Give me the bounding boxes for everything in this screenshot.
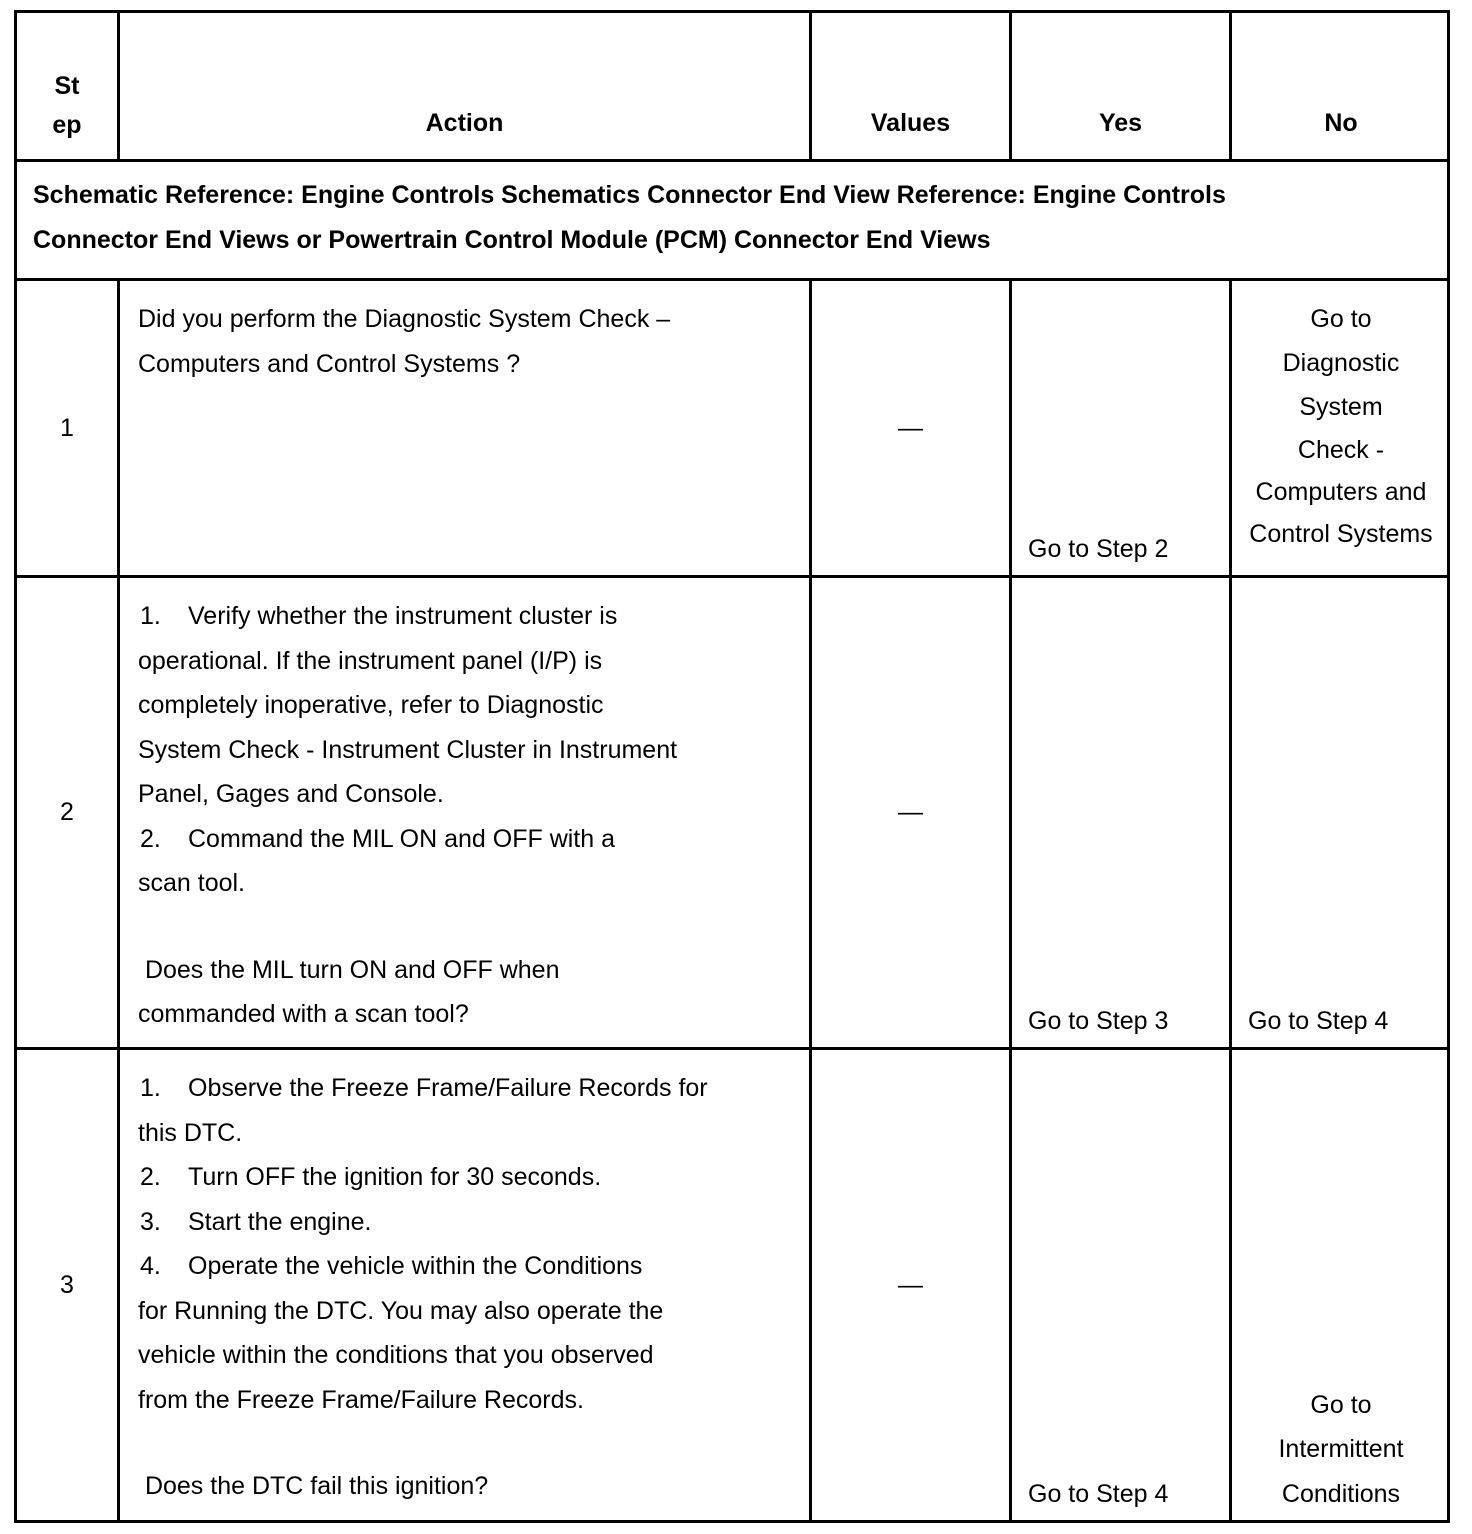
step-3-item-4 [138, 1244, 797, 1289]
step-1-no-line[interactable]: System [1299, 393, 1383, 421]
item-text: Verify whether the instrument cluster is [188, 602, 618, 630]
step-1-number [14, 278, 117, 575]
step-3-number [14, 1047, 117, 1520]
step-1-values [809, 278, 1009, 575]
item-text: Operate the vehicle within the Conditions [188, 1252, 643, 1280]
step-1-no [1229, 278, 1450, 575]
step-3-label: 3 [60, 1270, 74, 1299]
header-step-line1: St [54, 72, 80, 100]
step-2-yes [1009, 575, 1229, 1047]
item-number: 1. [140, 1074, 161, 1102]
step-1-label: 1 [60, 413, 74, 442]
step-3-item-2 [138, 1155, 797, 1200]
step-3-item-1 [138, 1066, 797, 1111]
step-2-value: — [898, 798, 923, 827]
step-3-action [117, 1047, 809, 1520]
diagnostic-table [14, 10, 1450, 1523]
step-2-no-link[interactable]: Go to Step 4 [1248, 1006, 1389, 1035]
item-text: Turn OFF the ignition for 30 seconds. [188, 1163, 602, 1191]
item-number: 3. [140, 1207, 161, 1236]
item-text: from the Freeze Frame/Failure Records. [138, 1385, 584, 1414]
step-1-action-line: Computers and Control Systems ? [138, 349, 521, 378]
item-text: vehicle within the conditions that you observed [138, 1341, 654, 1369]
step-1-yes [1009, 278, 1229, 575]
item-text: scan tool. [138, 869, 246, 897]
header-values-label: Values [870, 108, 951, 137]
step-3-yes [1009, 1047, 1229, 1520]
header-values [809, 10, 1009, 159]
step-1-no-line[interactable]: Computers and [1255, 478, 1427, 506]
item-text: completely inoperative, refer to Diagnostic [138, 691, 604, 719]
reference-line-1: Schematic Reference: Engine Controls Schematics Connector End View Reference: Engine Controls [33, 181, 1226, 209]
header-yes [1009, 10, 1229, 159]
step-3-no [1229, 1047, 1450, 1520]
step-2-yes-link[interactable]: Go to Step 3 [1028, 1006, 1169, 1035]
item-number: 2. [140, 824, 161, 853]
item-text: Command the MIL ON and OFF with a [188, 824, 616, 853]
header-yes-label: Yes [1098, 108, 1143, 137]
header-step [14, 10, 117, 159]
step-1-no-line[interactable]: Diagnostic [1282, 349, 1400, 377]
step-3-item-3 [138, 1200, 797, 1245]
step-2-label: 2 [60, 798, 74, 827]
item-text: this DTC. [138, 1118, 243, 1147]
item-text: Start the engine. [188, 1207, 372, 1236]
step-3-value: — [898, 1270, 923, 1299]
step-3-no-line[interactable]: Go to [1310, 1390, 1372, 1419]
step-1-action [117, 278, 809, 575]
item-number: 4. [140, 1252, 161, 1280]
step-3-values [809, 1047, 1009, 1520]
item-text: Panel, Gages and Console. [138, 780, 444, 808]
step-3-question: Does the DTC fail this ignition? [138, 1472, 489, 1500]
header-no [1229, 10, 1450, 159]
item-text: Observe the Freeze Frame/Failure Records for [188, 1074, 708, 1102]
step-2-values [809, 575, 1009, 1047]
item-number: 1. [140, 602, 161, 630]
step-1-value: — [898, 413, 923, 442]
step-1-no-line[interactable]: Check - [1297, 436, 1385, 464]
step-1-no-line[interactable]: Control Systems [1249, 520, 1433, 548]
item-number: 2. [140, 1163, 161, 1191]
step-2-question: Does the MIL turn ON and OFF when [138, 955, 560, 984]
item-text: System Check - Instrument Cluster in Instrument [138, 735, 678, 764]
reference-row [14, 159, 1450, 278]
step-3-yes-link[interactable]: Go to Step 4 [1028, 1479, 1169, 1508]
step-3-no-line[interactable]: Intermittent [1278, 1435, 1404, 1463]
header-action [117, 10, 809, 159]
step-1-no-line[interactable]: Go to [1310, 305, 1372, 333]
item-text: for Running the DTC. You may also operate the [138, 1296, 664, 1325]
step-2-item-2 [138, 817, 797, 862]
step-1-action-line: Did you perform the Diagnostic System Check – [138, 305, 671, 333]
step-2-no [1229, 575, 1450, 1047]
step-2-question: commanded with a scan tool? [138, 1000, 469, 1028]
step-2-item-1 [138, 594, 797, 639]
step-3-no-line[interactable]: Conditions [1281, 1479, 1401, 1508]
step-1-yes-link[interactable]: Go to Step 2 [1028, 534, 1169, 563]
header-no-label: No [1324, 108, 1358, 137]
step-2-action [117, 575, 809, 1047]
item-text: operational. If the instrument panel (I/P) is [138, 646, 603, 675]
reference-line-2: Connector End Views or Powertrain Control Module (PCM) Connector End Views [33, 225, 991, 254]
step-2-number [14, 575, 117, 1047]
header-action-label: Action [425, 108, 504, 137]
header-step-line2: ep [52, 111, 82, 139]
